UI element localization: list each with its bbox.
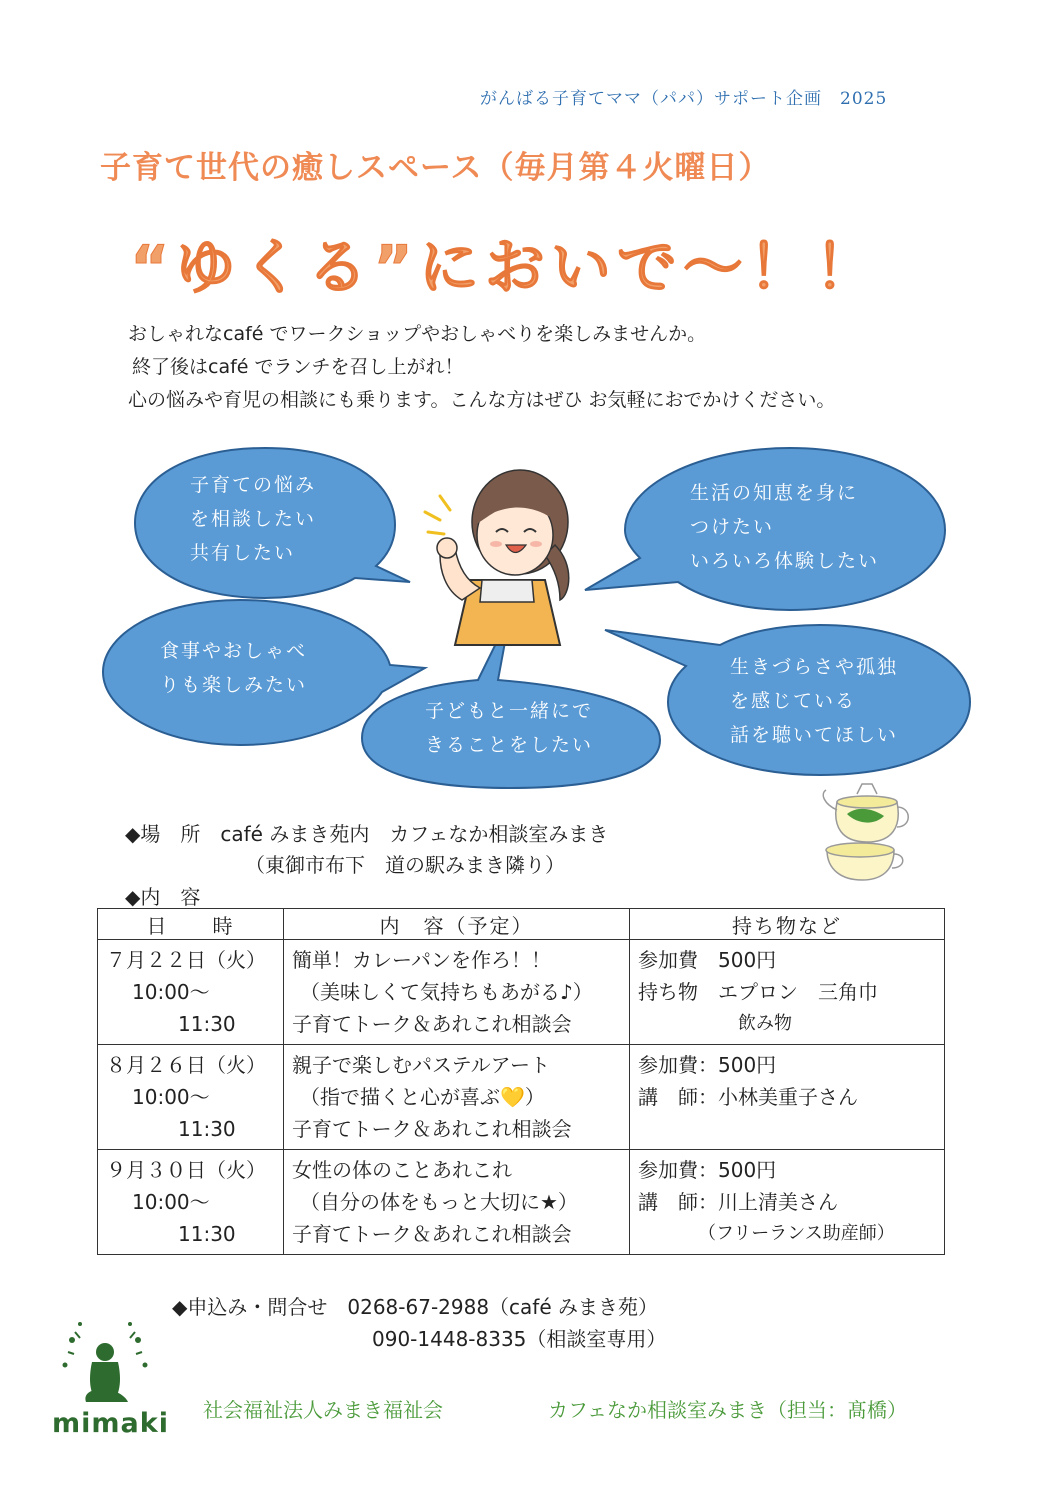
content-label: ◆内 容: [125, 885, 201, 909]
tea-icon: [812, 772, 922, 887]
bubble-2-text: 生活の知恵を身に つけたい いろいろ体験したい: [690, 482, 880, 572]
date-cell: ９月３０日（火） 10:00～ 11:30: [98, 1150, 284, 1255]
header-notes: 持ち物など: [630, 909, 945, 940]
date-cell: ８月２６日（火） 10:00～ 11:30: [98, 1045, 284, 1150]
speech-bubbles: [0, 430, 1059, 810]
place-sub: （東御市布下 道の駅みまき隣り）: [245, 853, 565, 877]
content-cell: 簡単！カレーパンを作ろ！！ （美味しくて気持ちもあがる♪） 子育てトーク＆あれこれ相談会: [284, 940, 630, 1045]
logo-text: mimaki: [52, 1408, 169, 1439]
schedule-table: [97, 908, 945, 1255]
place-label: ◆場 所 café みまき苑内 カフェなか相談室みまき: [125, 822, 609, 846]
woman-illustration: [425, 470, 569, 645]
notes-cell: 参加費：500円 講 師：小林美重子さん: [630, 1045, 945, 1150]
series-label: がんばる子育てママ（パパ）サポート企画 2025: [480, 89, 888, 109]
notes-cell: 参加費：500円 講 師：川上清美さん （フリーランス助産師）: [630, 1150, 945, 1255]
table-row: [98, 940, 945, 1045]
intro-line: おしゃれなcafé でワークショップやおしゃべりを楽しみませんか。: [128, 323, 707, 345]
contact-label: ◆申込み・問合せ 0268-67-2988（café みまき苑）: [172, 1295, 659, 1319]
date-cell: ７月２２日（火） 10:00～ 11:30: [98, 940, 284, 1045]
header-content: 内 容（予定）: [284, 909, 630, 940]
table-header-row: [98, 909, 945, 940]
intro-line: 終了後はcafé でランチを召し上がれ！: [132, 356, 464, 378]
footer-org: 社会福祉法人みまき福祉会: [203, 1398, 443, 1422]
footer-office: カフェなか相談室みまき（担当：髙橋）: [548, 1398, 907, 1422]
bubble-4-text: 子どもと一緒にで きることをしたい: [425, 700, 594, 756]
header-date: 日 時: [98, 909, 284, 940]
content-cell: 女性の体のことあれこれ （自分の体をもっと大切に★） 子育てトーク＆あれこれ相談会: [284, 1150, 630, 1255]
page-title: “ゆくる”においで～！！: [130, 233, 881, 303]
intro-line: 心の悩みや育児の相談にも乗ります。こんな方はぜひ お気軽におでかけください。: [128, 389, 836, 411]
intro-text: [128, 318, 835, 417]
table-row: [98, 1045, 945, 1150]
bubble-3-text: 食事やおしゃべ りも楽しみたい: [160, 640, 308, 696]
contact-phone2: 090-1448-8335（相談室専用）: [372, 1327, 667, 1351]
bubble-1-text: 子育ての悩み を相談したい 共有したい: [190, 474, 317, 564]
table-row: [98, 1150, 945, 1255]
bubble-5-text: 生きづらさや孤独 を感じている 話を聴いてほしい: [730, 656, 899, 746]
subtitle: 子育て世代の癒しスペース（毎月第４火曜日）: [100, 150, 771, 186]
notes-cell: 参加費 500円 持ち物 エプロン 三角巾 飲み物: [630, 940, 945, 1045]
content-cell: 親子で楽しむパステルアート （指で描くと心が喜ぶ💛） 子育てトーク＆あれこれ相談会: [284, 1045, 630, 1150]
